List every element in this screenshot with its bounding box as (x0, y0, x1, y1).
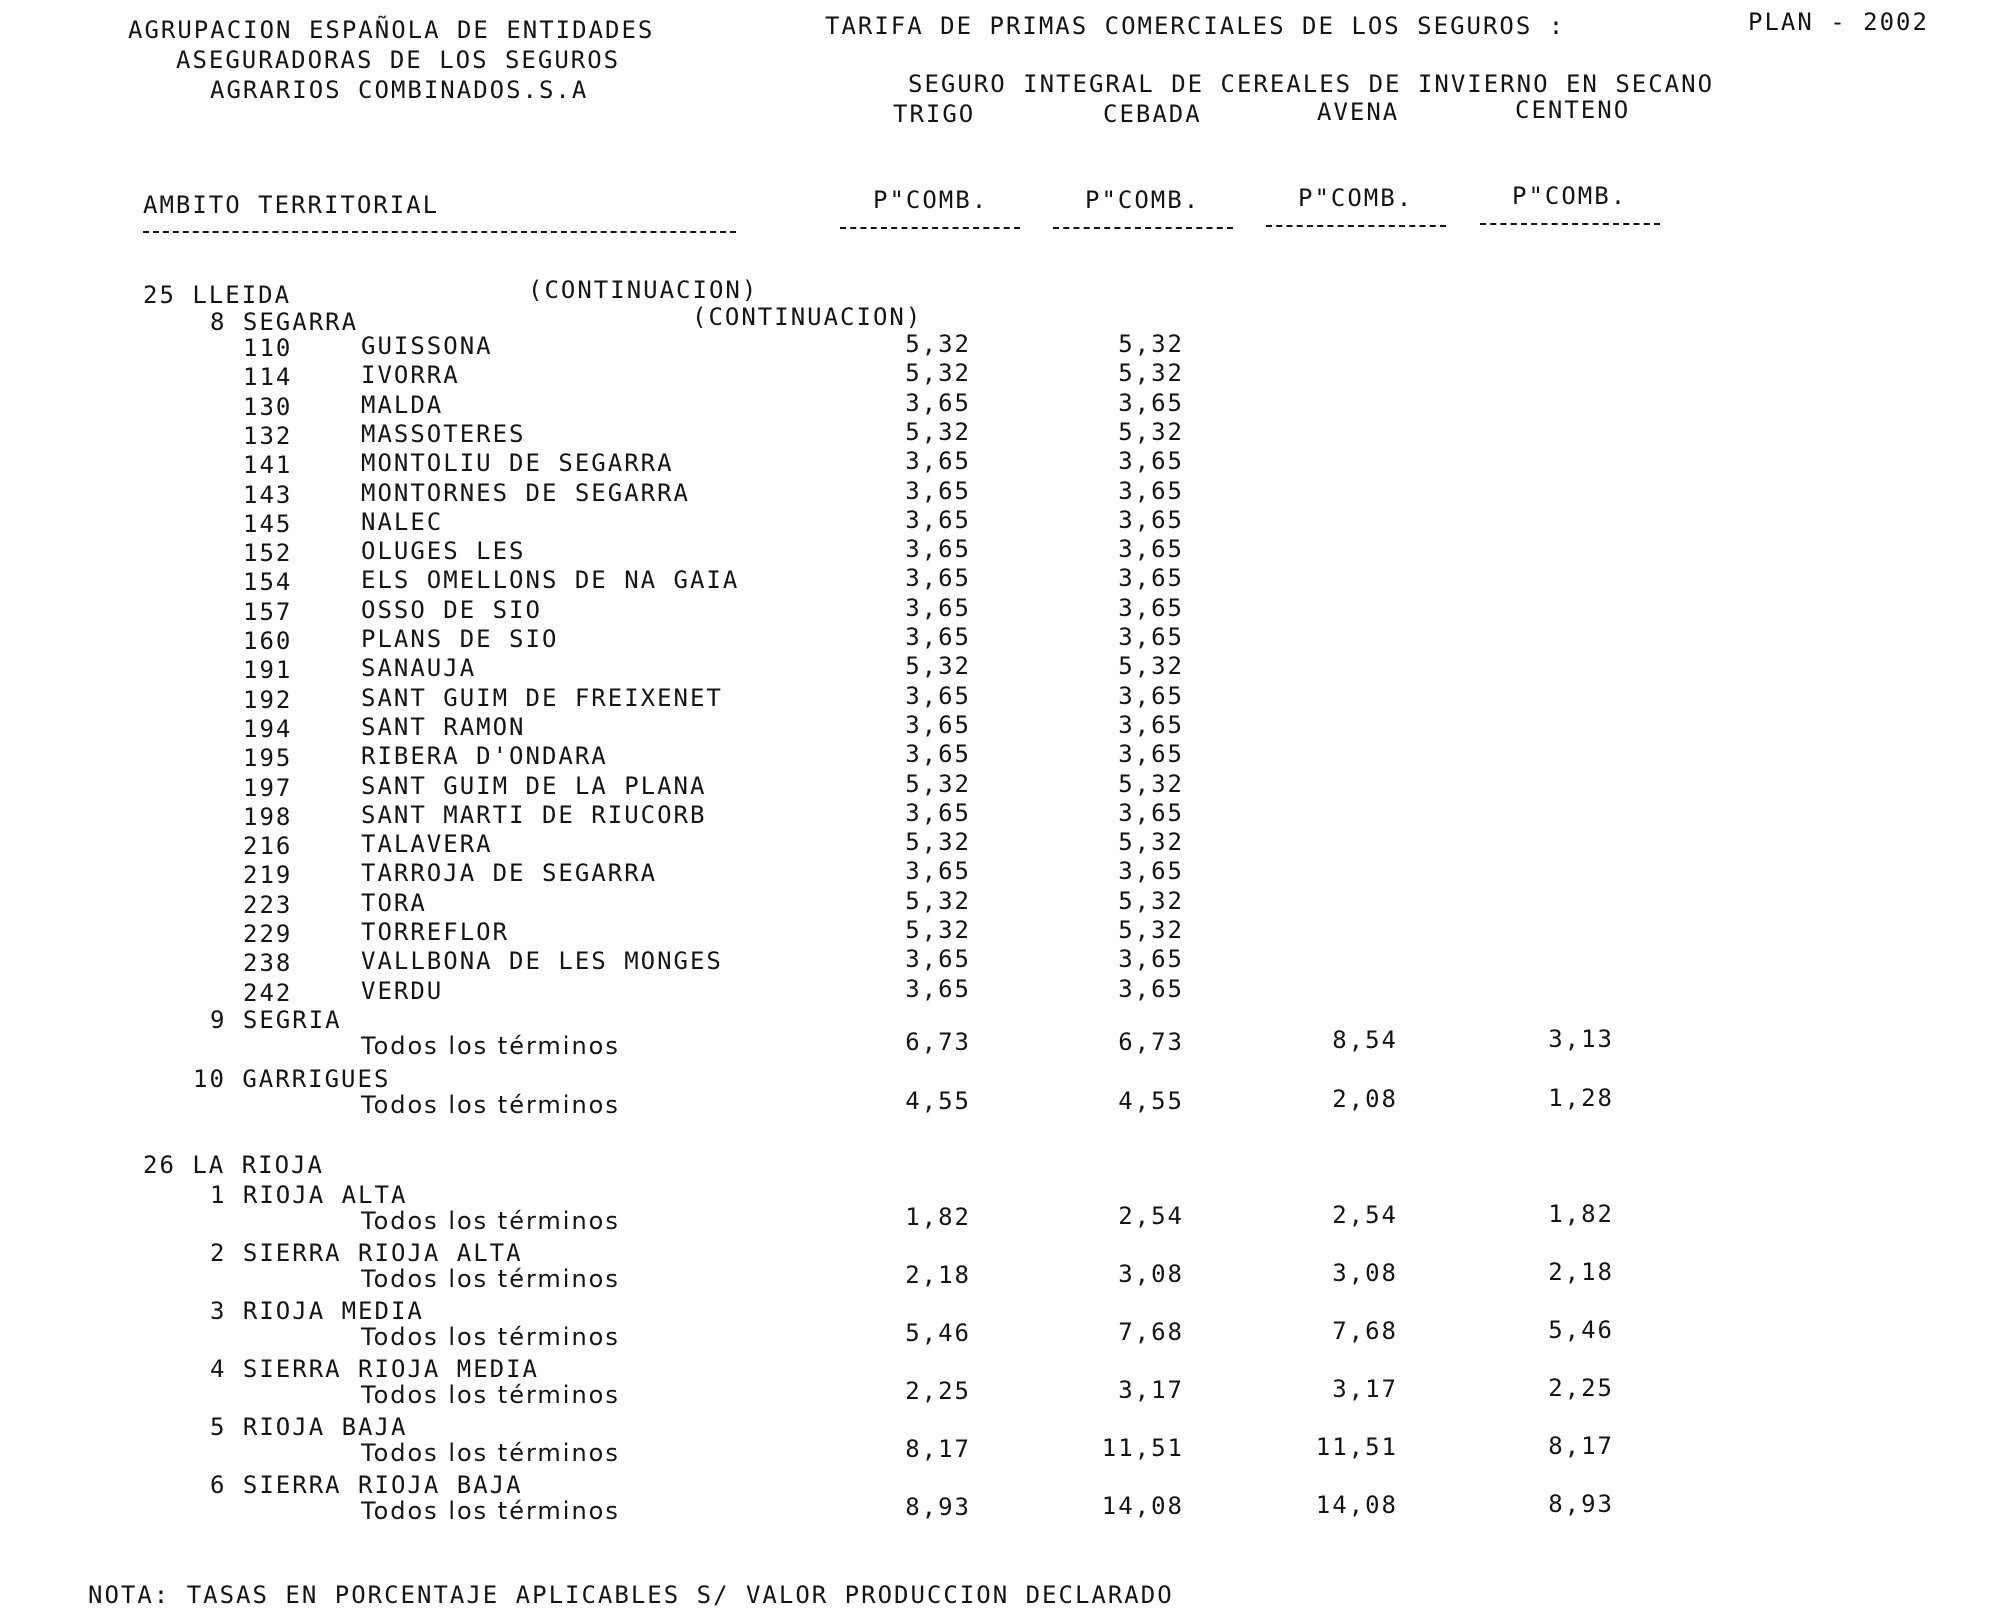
value-trigo: 5,32 (905, 417, 971, 446)
value-trigo: 3,65 (905, 447, 971, 476)
value-trigo: 3,65 (905, 476, 971, 505)
comarca-garrigues-label: Todos los términos (361, 1091, 620, 1119)
rioja-comarca-label: Todos los términos (361, 1439, 620, 1467)
value-centeno: 1,82 (1548, 1200, 1614, 1228)
value-cebada: 5,32 (1118, 916, 1184, 944)
value-cebada: 3,65 (1118, 476, 1184, 505)
municipality-name: MONTOLIU DE SEGARRA (361, 449, 674, 478)
pcomb-header-avena: P"COMB. (1298, 184, 1414, 212)
value-trigo: 3,65 (905, 535, 971, 564)
value-cebada: 3,65 (1118, 388, 1184, 417)
value-trigo: 3,65 (905, 740, 971, 769)
value-trigo: 3,65 (905, 623, 971, 651)
rioja-comarca-name: 4 SIERRA RIOJA MEDIA (210, 1355, 539, 1383)
value-cebada: 3,65 (1118, 505, 1184, 534)
value-avena: 2,54 (1332, 1201, 1398, 1229)
value-cebada: 3,65 (1118, 681, 1184, 710)
municipality-code: 219 (243, 861, 293, 890)
municipality-code: 229 (243, 920, 293, 948)
plan-label: PLAN - 2002 (1748, 8, 1929, 36)
value-trigo: 3,65 (905, 857, 971, 886)
municipality-code: 191 (243, 656, 293, 685)
rioja-comarca-label: Todos los términos (361, 1381, 620, 1409)
tarifa-title: TARIFA DE PRIMAS COMERCIALES DE LOS SEGUROS : (825, 12, 1566, 40)
separator-centeno (1480, 223, 1660, 225)
value-avena: 14,08 (1315, 1491, 1398, 1519)
value-trigo: 3,65 (905, 710, 971, 739)
municipality-name: PLANS DE SIO (361, 625, 559, 653)
ambito-header: AMBITO TERRITORIAL (143, 191, 440, 219)
value-cebada: 7,68 (1118, 1318, 1184, 1346)
municipality-code: 154 (243, 568, 293, 597)
municipality-code: 238 (243, 949, 293, 978)
value-garrigues-avena: 2,08 (1332, 1085, 1398, 1113)
separator-trigo (840, 227, 1020, 229)
value-trigo: 8,17 (905, 1435, 971, 1463)
value-trigo: 1,82 (905, 1203, 971, 1231)
value-cebada: 3,65 (1118, 798, 1184, 827)
value-cebada: 14,08 (1101, 1492, 1184, 1520)
rioja-comarca-label: Todos los términos (361, 1265, 620, 1293)
value-avena: 3,08 (1332, 1259, 1398, 1287)
rioja-comarca-label: Todos los términos (361, 1497, 620, 1525)
comarca-garrigues: 10 GARRIGUES (193, 1065, 391, 1093)
value-cebada: 5,32 (1118, 652, 1184, 681)
municipality-code: 192 (243, 685, 293, 714)
value-segria-trigo: 6,73 (905, 1028, 971, 1056)
value-segria-cebada: 6,73 (1118, 1028, 1184, 1056)
value-cebada: 3,65 (1118, 857, 1184, 886)
municipality-code: 130 (243, 392, 293, 421)
value-cebada: 3,65 (1118, 564, 1184, 593)
value-avena: 7,68 (1332, 1317, 1398, 1345)
value-trigo: 5,32 (905, 916, 971, 944)
value-centeno: 8,17 (1548, 1432, 1614, 1460)
value-trigo: 3,65 (905, 388, 971, 417)
municipality-code: 132 (243, 421, 293, 450)
crop-trigo: TRIGO (893, 100, 976, 128)
value-trigo: 3,65 (905, 505, 971, 534)
value-trigo: 5,32 (905, 828, 971, 857)
municipality-code: 223 (243, 890, 293, 919)
org-name-line1: AGRUPACION ESPAÑOLA DE ENTIDADES (128, 16, 655, 44)
value-segria-avena: 8,54 (1332, 1026, 1398, 1054)
crop-avena: AVENA (1317, 98, 1400, 126)
municipality-name: IVORRA (361, 361, 460, 390)
municipality-code: 197 (243, 773, 293, 802)
rioja-comarca-name: 3 RIOJA MEDIA (210, 1297, 424, 1325)
municipality-name: MASSOTERES (361, 419, 526, 448)
municipality-name: SANT GUIM DE LA PLANA (361, 771, 707, 800)
municipality-name: SANAUJA (361, 654, 477, 683)
municipality-name: VERDU (361, 976, 444, 1005)
rioja-comarca-name: 1 RIOJA ALTA (210, 1181, 408, 1209)
value-cebada: 5,32 (1118, 828, 1184, 857)
separator-cebada (1053, 227, 1233, 229)
value-cebada: 2,54 (1118, 1202, 1184, 1230)
municipality-code: 143 (243, 480, 293, 509)
value-trigo: 5,32 (905, 886, 971, 915)
value-cebada: 3,65 (1118, 623, 1184, 651)
value-trigo: 3,65 (905, 593, 971, 622)
org-name-line3: AGRARIOS COMBINADOS.S.A (210, 76, 589, 104)
value-cebada: 3,65 (1118, 974, 1184, 1003)
municipality-name: NALEC (361, 507, 444, 536)
value-cebada: 11,51 (1101, 1434, 1184, 1462)
value-avena: 11,51 (1315, 1433, 1398, 1461)
municipality-name: ELS OMELLONS DE NA GAIA (361, 566, 740, 595)
comarca-segria: 9 SEGRIA (210, 1006, 342, 1034)
value-trigo: 5,32 (905, 359, 971, 388)
value-trigo: 3,65 (905, 564, 971, 593)
municipality-name: VALLBONA DE LES MONGES (361, 947, 723, 976)
rioja-comarca-name: 2 SIERRA RIOJA ALTA (210, 1239, 523, 1267)
value-trigo: 5,32 (905, 652, 971, 681)
comarca-continuation-note: (CONTINUACION) (692, 303, 923, 331)
value-cebada: 3,65 (1118, 945, 1184, 974)
value-trigo: 8,93 (905, 1493, 971, 1521)
value-centeno: 5,46 (1548, 1316, 1614, 1344)
value-trigo: 3,65 (905, 681, 971, 710)
value-cebada: 5,32 (1118, 886, 1184, 915)
value-cebada: 3,65 (1118, 740, 1184, 769)
value-cebada: 5,32 (1118, 417, 1184, 446)
municipality-name: TALAVERA (361, 830, 493, 859)
municipality-code: 152 (243, 539, 293, 568)
municipality-code: 198 (243, 802, 293, 831)
municipality-name: GUISSONA (361, 332, 493, 360)
value-cebada: 5,32 (1118, 769, 1184, 798)
value-trigo: 5,46 (905, 1319, 971, 1347)
separator-ambito (143, 231, 736, 233)
value-centeno: 2,25 (1548, 1374, 1614, 1402)
nota-footnote: NOTA: TASAS EN PORCENTAJE APLICABLES S/ VALOR PRODUCCION DECLARADO (88, 1581, 1174, 1609)
value-segria-centeno: 3,13 (1548, 1025, 1614, 1053)
value-cebada: 3,08 (1118, 1260, 1184, 1288)
municipality-code: 157 (243, 597, 293, 626)
value-cebada: 3,65 (1118, 593, 1184, 622)
value-trigo: 3,65 (905, 945, 971, 974)
crop-cebada: CEBADA (1103, 100, 1202, 128)
province-la-rioja: 26 LA RIOJA (143, 1151, 324, 1179)
value-trigo: 5,32 (905, 330, 971, 358)
crop-centeno: CENTENO (1515, 96, 1631, 124)
municipality-name: RIBERA D'ONDARA (361, 742, 608, 771)
value-garrigues-trigo: 4,55 (905, 1087, 971, 1115)
rioja-comarca-name: 6 SIERRA RIOJA BAJA (210, 1471, 523, 1499)
municipality-name: TARROJA DE SEGARRA (361, 859, 658, 888)
value-trigo: 5,32 (905, 769, 971, 798)
municipality-name: TORA (361, 888, 427, 917)
value-cebada: 5,32 (1118, 359, 1184, 388)
municipality-code: 114 (243, 363, 293, 392)
value-trigo: 3,65 (905, 798, 971, 827)
municipality-name: SANT MARTI DE RIUCORB (361, 800, 707, 829)
municipality-code: 216 (243, 832, 293, 861)
municipality-name: MONTORNES DE SEGARRA (361, 478, 690, 507)
value-cebada: 3,65 (1118, 535, 1184, 564)
municipality-code: 242 (243, 978, 293, 1007)
municipality-name: OSSO DE SIO (361, 595, 542, 624)
value-trigo: 2,25 (905, 1377, 971, 1405)
comarca-segria-label: Todos los términos (361, 1032, 620, 1060)
value-centeno: 2,18 (1548, 1258, 1614, 1286)
value-centeno: 8,93 (1548, 1490, 1614, 1518)
rioja-comarca-label: Todos los términos (361, 1323, 620, 1351)
municipality-name: SANT GUIM DE FREIXENET (361, 683, 723, 712)
value-cebada: 3,65 (1118, 447, 1184, 476)
municipality-code: 145 (243, 509, 293, 538)
municipality-code: 194 (243, 714, 293, 743)
value-garrigues-cebada: 4,55 (1118, 1087, 1184, 1115)
value-cebada: 3,65 (1118, 710, 1184, 739)
value-trigo: 3,65 (905, 974, 971, 1003)
value-avena: 3,17 (1332, 1375, 1398, 1403)
municipality-code: 141 (243, 451, 293, 480)
municipality-name: TORREFLOR (361, 918, 510, 946)
rioja-comarca-label: Todos los términos (361, 1207, 620, 1235)
value-cebada: 5,32 (1118, 330, 1184, 358)
seguro-title: SEGURO INTEGRAL DE CEREALES DE INVIERNO EN SECANO (908, 70, 1715, 98)
municipality-code: 195 (243, 744, 293, 773)
value-garrigues-centeno: 1,28 (1548, 1084, 1614, 1112)
province-lleida: 25 LLEIDA (143, 281, 292, 309)
separator-avena (1266, 225, 1446, 227)
municipality-code: 160 (243, 627, 293, 655)
value-cebada: 3,17 (1118, 1376, 1184, 1404)
municipality-name: OLUGES LES (361, 537, 526, 566)
municipality-name: SANT RAMON (361, 712, 526, 741)
comarca-segarra: 8 SEGARRA (210, 308, 359, 336)
municipality-code: 110 (243, 334, 293, 362)
province-continuation-note: (CONTINUACION) (528, 276, 759, 304)
pcomb-header-cebada: P"COMB. (1085, 186, 1201, 214)
pcomb-header-trigo: P"COMB. (873, 186, 989, 214)
org-name-line2: ASEGURADORAS DE LOS SEGUROS (176, 46, 621, 74)
pcomb-header-centeno: P"COMB. (1512, 182, 1628, 210)
municipality-name: MALDA (361, 390, 444, 419)
value-trigo: 2,18 (905, 1261, 971, 1289)
rioja-comarca-name: 5 RIOJA BAJA (210, 1413, 408, 1441)
